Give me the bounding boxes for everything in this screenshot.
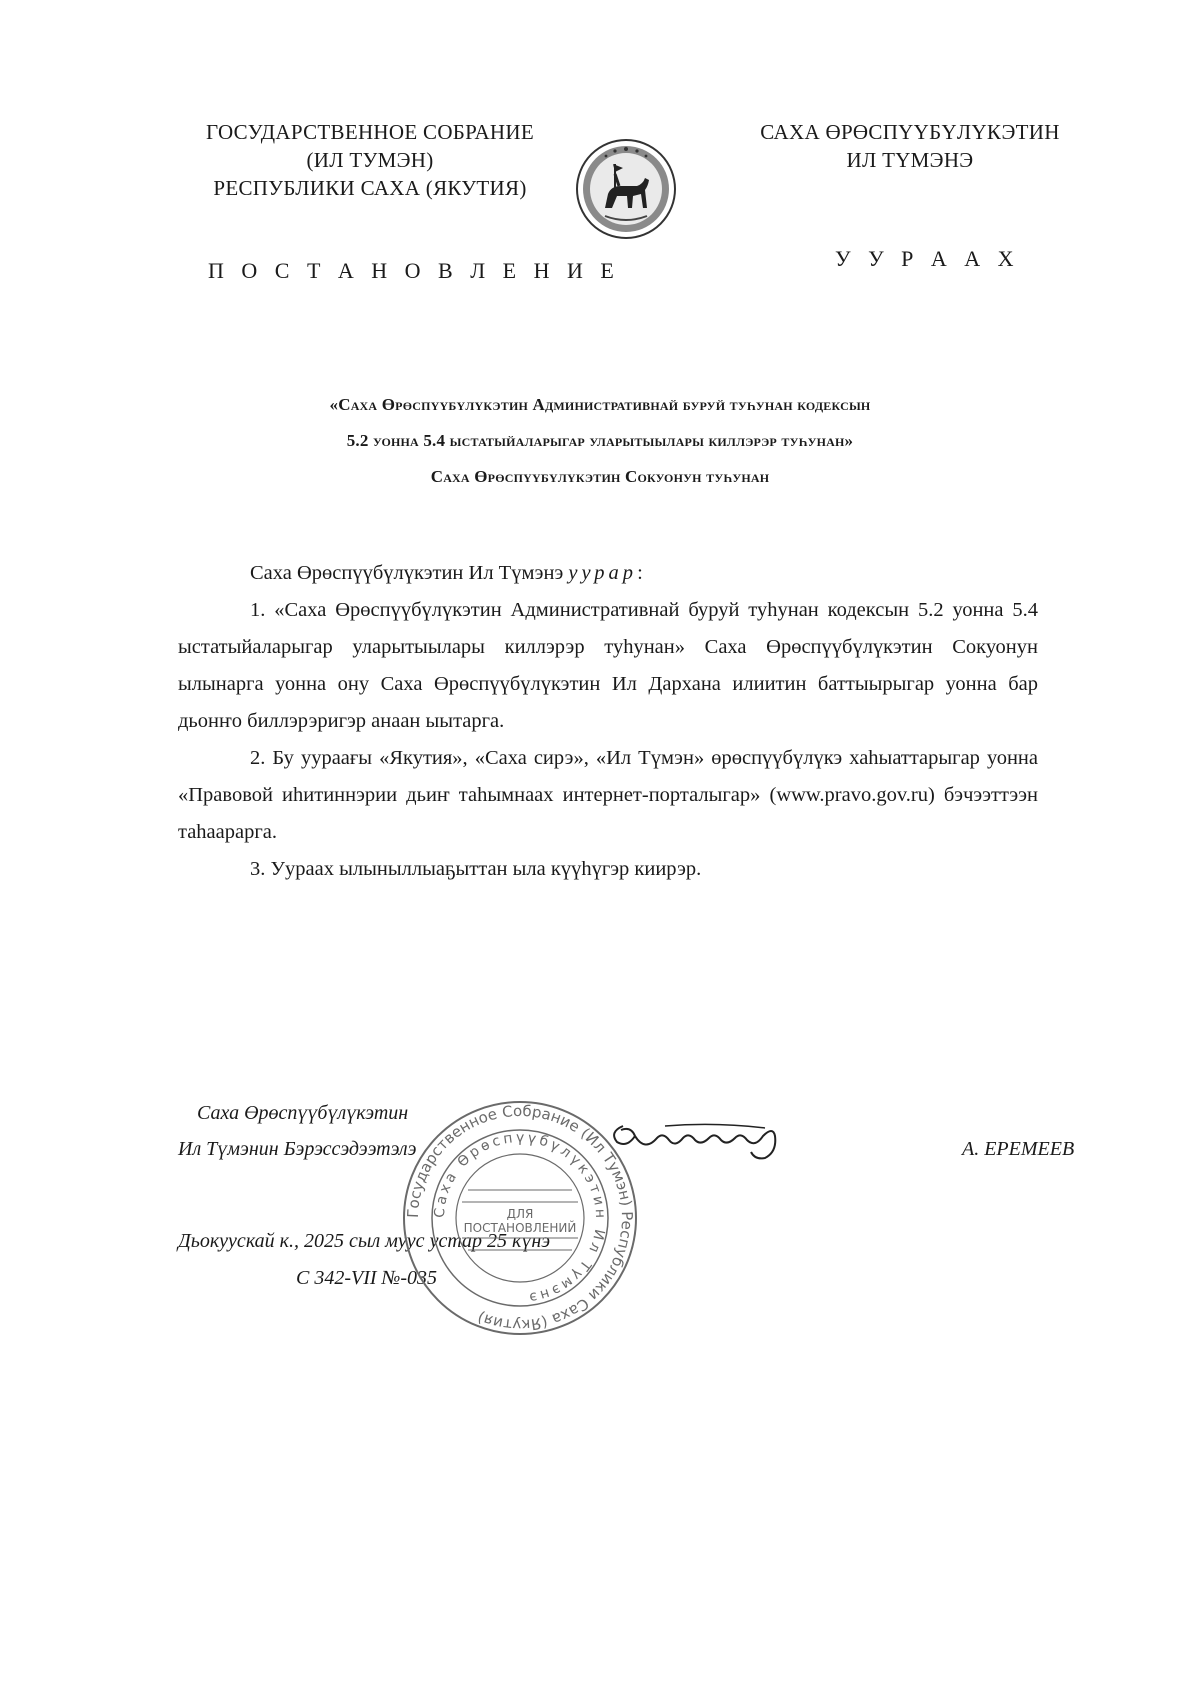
body-paragraph-2: 2. Бу уураағы «Якутия», «Саха сирэ», «Ил Түмэн» өрөспүүбүлүкэ хаһыаттарыгар уонна «Правовой иһитиннэрии дьиҥ таһымнаах интернет-порталыгар» (www.pravo.gov.ru) бэчээттээн таһаарарга. — [178, 747, 1038, 843]
signatory-name: А. ЕРЕМЕЕВ — [962, 1138, 1075, 1160]
header-right-line: САХА ӨРӨСПҮҮБҮЛҮКЭТИН — [760, 120, 1060, 144]
stamp-outer-text: Государственное Собрание (Ил Тумэн) Республики Саха (Якутия) — [403, 1101, 637, 1335]
header-right — [720, 118, 1100, 174]
doc-type-ru: П О С Т А Н О В Л Е Н И Е — [208, 258, 620, 283]
coat-of-arms-emblem — [575, 138, 677, 240]
intro-verb: уурар — [568, 562, 638, 584]
header-left-line: (ИЛ ТУМЭН) — [306, 148, 434, 172]
header-left-line: РЕСПУБЛИКИ САХА (ЯКУТИЯ) — [213, 176, 527, 200]
official-stamp — [400, 1098, 640, 1338]
title-line: «Саха Өрөспүүбүлүкэтин Административнай буруй туһунан кодексын — [329, 395, 871, 414]
document-title — [150, 387, 1050, 495]
title-line: Саха Өрөспүүбүлүкэтин Сокуонун туһунан — [430, 467, 770, 486]
body-paragraph-3: 3. Уураах ылыныллыаҕыттан ыла күүһүгэр киирэр. — [250, 858, 702, 880]
document-body — [178, 555, 1038, 888]
signatory-position-line1: Саха Өрөспүүбүлүкэтин — [197, 1102, 409, 1124]
header-left — [130, 118, 610, 202]
intro-text: Саха Өрөспүүбүлүкэтин Ил Түмэнэ — [250, 562, 569, 584]
header-left-line: ГОСУДАРСТВЕННОЕ СОБРАНИЕ — [206, 120, 534, 144]
signatory-position-line2: Ил Түмэнин Бэрэссэдээтэлэ — [178, 1138, 417, 1160]
intro-paragraph — [178, 555, 1038, 592]
title-line: 5.2 уонна 5.4 ыстатыйаларыгар уларытыылары киллэрэр туһунан» — [346, 431, 854, 450]
stamp-center-line1: ДЛЯ — [506, 1207, 534, 1221]
body-paragraph-1: 1. «Саха Өрөспүүбүлүкэтин Административнай буруй туһунан кодексын 5.2 уонна 5.4 ыстатыйаларыгар уларытыылары киллэрэр туһунан» Саха Өрөспүүбүлүкэтин Сокуонун ылынарга уонна ону Саха Өрөспүүбүлүкэтин Ил Дархана илиитин баттыырыгар уонна бар дьонҥо биллэрэригэр анаан ыытарга. — [178, 599, 1038, 732]
stamp-center-line2: ПОСТАНОВЛЕНИЙ — [463, 1221, 577, 1235]
place-date: Дьокуускай к., 2025 сыл муус устар 25 күнэ — [178, 1230, 551, 1252]
doc-type-sah: У У Р А А Х — [835, 246, 1020, 271]
stamp-inner-text: Саха Өрөспүүбүлүкэтин Ил Түмэнэ — [431, 1129, 609, 1306]
document-number: С 342-VII №-035 — [296, 1267, 438, 1289]
header-right-line: ИЛ ТҮМЭНЭ — [846, 148, 974, 172]
intro-colon: : — [637, 562, 643, 584]
